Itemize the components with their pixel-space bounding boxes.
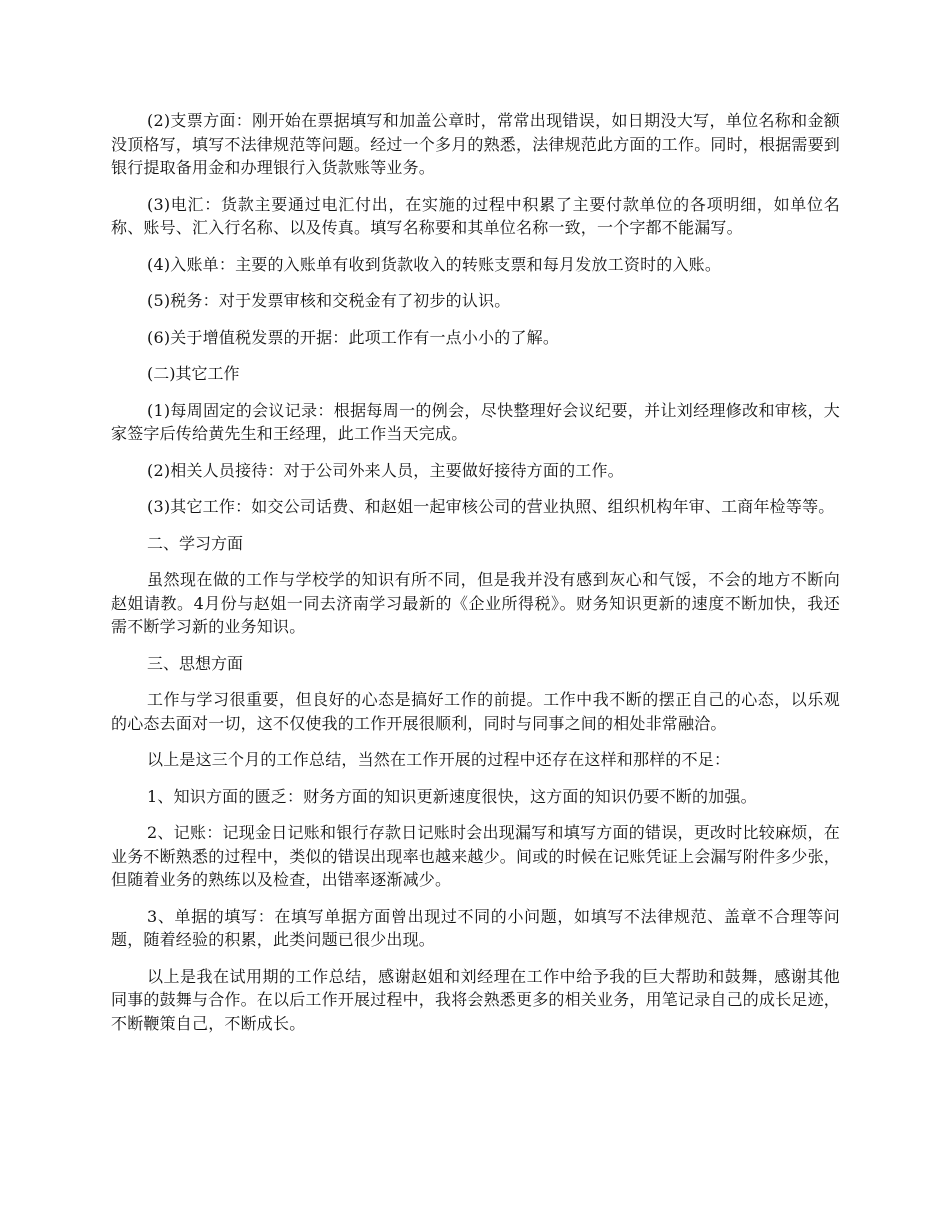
paragraph-summary-intro: 以上是这三个月的工作总结，当然在工作开展的过程中还存在这样和那样的不足：	[147, 750, 731, 769]
paragraph-meeting-minutes: (1)每周固定的会议记录：根据每周一的例会，尽快整理好会议纪要，并让刘经理修改和审核，大家签字后传给黄先生和王经理，此工作当天完成。	[111, 400, 840, 443]
section-heading-mindset: 三、思想方面	[147, 653, 244, 673]
document-body	[111, 109, 840, 1048]
paragraph-conclusion: 以上是我在试用期的工作总结，感谢赵姐和刘经理在工作中给予我的巨大帮助和鼓舞，感谢其他同事的鼓舞与合作。在以后工作开展过程中，我将会熟悉更多的相关业务，用笔记录自己的成长足迹，不断鞭策自己，不断成长。	[111, 966, 841, 1033]
paragraph-study: 虽然现在做的工作与学校学的知识有所不同，但是我并没有感到灰心和气馁，不会的地方不断向赵姐请教。4月份与赵姐一同去济南学习最新的《企业所得税》。财务知识更新的速度不断加快，我还需不断学习新的业务知识。	[111, 570, 840, 636]
section-heading-other-work: (二)其它工作	[147, 364, 240, 383]
paragraph-shortcoming-knowledge: 1、知识方面的匮乏：财务方面的知识更新速度很快，这方面的知识仍要不断的加强。	[147, 786, 757, 806]
paragraph-other-tasks: (3)其它工作：如交公司话费、和赵姐一起审核公司的营业执照、组织机构年审、工商年检等等。	[147, 497, 835, 516]
paragraph-vat-invoice: (6)关于增值税发票的开据：此项工作有一点小小的了解。	[147, 327, 560, 347]
paragraph-cheque: (2)支票方面：刚开始在票据填写和加盖公章时，常常出现错误，如日期没大写，单位名称和金额没顶格写，填写不法律规范等问题。经过一个多月的熟悉，法律规范此方面的工作。同时，根据需要到银行提取备用金和办理银行入货款账等业务。	[111, 111, 841, 177]
paragraph-reception: (2)相关人员接待：对于公司外来人员，主要做好接待方面的工作。	[147, 460, 624, 480]
paragraph-wire-transfer: (3)电汇：货款主要通过电汇付出，在实施的过程中积累了主要付款单位的各项明细，如单位名称、账号、汇入行名称、以及传真。填写名称要和其单位名称一致，一个字都不能漏写。	[111, 194, 840, 237]
paragraph-mindset: 工作与学习很重要，但良好的心态是搞好工作的前提。工作中我不断的摆正自己的心态，以乐观的心态去面对一切，这不仅使我的工作开展很顺利，同时与同事之间的相处非常融洽。	[111, 690, 840, 733]
paragraph-entry-slip: (4)入账单：主要的入账单有收到货款收入的转账支票和每月发放工资时的入账。	[147, 254, 722, 274]
paragraph-shortcoming-documents: 3、单据的填写：在填写单据方面曾出现过不同的小问题，如填写不法律规范、盖章不合理等问题，随着经验的积累，此类问题已很少出现。	[111, 906, 840, 949]
paragraph-tax: (5)税务：对于发票审核和交税金有了初步的认识。	[147, 291, 511, 310]
section-heading-study: 二、学习方面	[147, 533, 244, 553]
paragraph-shortcoming-bookkeeping: 2、记账：记现金日记账和银行存款日记账时会出现漏写和填写方面的错误，更改时比较麻烦，在业务不断熟悉的过程中，类似的错误出现率也越来越少。间或的时候在记账凭证上会漏写附件多少张，但随着业务的熟练以及检查，出错率逐渐减少。	[111, 823, 841, 889]
